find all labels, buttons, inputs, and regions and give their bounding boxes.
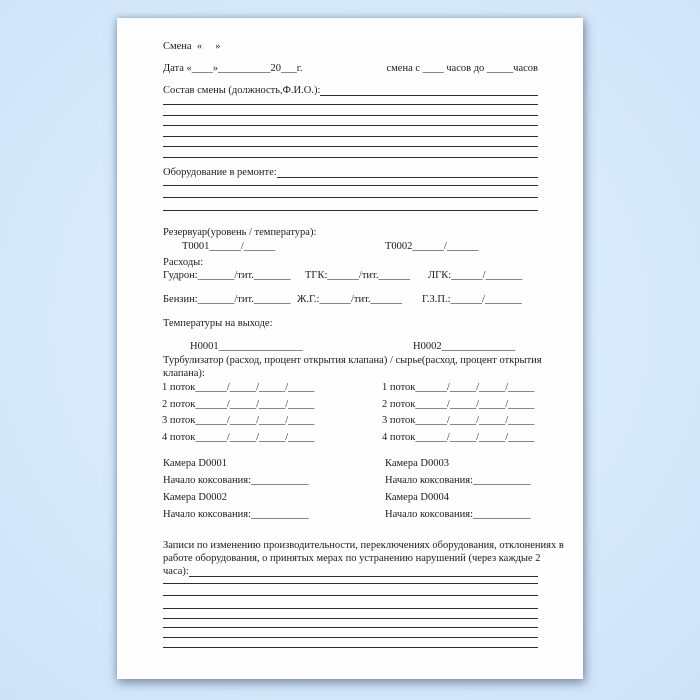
reservoir-heading: Резервуар(уровень / температура): xyxy=(163,227,317,238)
stream-4-right-field: 4 поток______/_____/_____/_____ xyxy=(382,431,535,443)
flow-tgk-field: ТГК:______/тит.______ xyxy=(305,270,410,281)
notes-underline xyxy=(189,566,538,577)
flow-gudron-field: Гудрон:_______/тит._______ xyxy=(163,270,291,281)
ruled-line xyxy=(163,136,538,137)
ruled-line xyxy=(163,637,538,638)
ruled-line xyxy=(163,210,538,211)
stream-3-left-field: 3 поток______/_____/_____/_____ xyxy=(162,415,315,426)
ruled-line xyxy=(163,125,538,126)
chamber-d0001-label: Камера D0001 xyxy=(163,458,227,469)
chamber-d0002-label: Камера D0002 xyxy=(163,492,227,503)
crew-underline xyxy=(320,85,538,96)
shift-log-form-page xyxy=(117,18,583,679)
repair-label: Оборудование в ремонте: xyxy=(163,167,277,178)
turbulizer-heading-line2: клапана): xyxy=(163,368,205,379)
ruled-line xyxy=(163,146,538,147)
chamber-d0003-label: Камера D0003 xyxy=(385,458,449,469)
stream-2-right-field: 2 поток______/_____/_____/_____ xyxy=(382,398,535,410)
notes-label-row xyxy=(163,566,538,578)
stream-1-left-field: 1 поток______/_____/_____/_____ xyxy=(162,382,315,393)
turbulizer-heading-line1: Турбулизатор (расход, процент открытия клапана) / сырье(расход, процент открытия xyxy=(163,355,542,366)
notes-paragraph-line1: Записи по изменению производительности, переключениях оборудования, отклонениях в xyxy=(163,540,564,551)
ruled-line xyxy=(163,647,538,648)
ruled-line xyxy=(163,595,538,596)
notes-hours-label: часа): xyxy=(163,566,189,577)
reservoir-t0002-field: Т0002______/______ xyxy=(385,241,479,252)
flow-benzin-field: Бензин:_______/тит._______ xyxy=(163,294,291,305)
ruled-line xyxy=(163,197,538,198)
flow-lgk-field: ЛГК:______/_______ xyxy=(428,270,523,281)
coking-start-d0004-field: Начало коксования:___________ xyxy=(385,509,531,520)
crew-label: Состав смены (должность,Ф.И.О.): xyxy=(163,85,321,96)
coking-start-d0003-field: Начало коксования:___________ xyxy=(385,475,531,486)
ruled-line xyxy=(163,185,538,186)
date-field-line: Дата «____»__________20___г. xyxy=(163,63,303,74)
repair-label-row xyxy=(163,167,538,179)
stream-1-right-field: 1 поток______/_____/_____/_____ xyxy=(382,382,535,393)
ruled-line xyxy=(163,115,538,116)
stream-3-right-field: 3 поток______/_____/_____/_____ xyxy=(382,415,535,426)
ruled-line xyxy=(163,104,538,105)
reservoir-t0001-field: Т0001______/______ xyxy=(182,241,276,252)
temps-heading: Температуры на выходе: xyxy=(163,318,273,329)
temp-h0002-field: Н0002______________ xyxy=(413,341,516,352)
ruled-line xyxy=(163,608,538,609)
flows-heading: Расходы: xyxy=(163,257,204,268)
stream-4-left-field: 4 поток______/_____/_____/_____ xyxy=(162,431,315,443)
temp-h0001-field: Н0001________________ xyxy=(190,341,303,352)
shift-title: Смена « » xyxy=(163,41,221,52)
notes-paragraph-line2: работе оборудования, о принятых мерах по устранению нарушений (через каждые 2 xyxy=(163,553,541,564)
crew-label-row xyxy=(163,85,538,97)
ruled-line xyxy=(163,157,538,158)
shift-hours-line: смена с ____ часов до _____часов xyxy=(386,63,538,74)
repair-underline xyxy=(277,167,538,178)
stream-2-left-field: 2 поток______/_____/_____/_____ xyxy=(162,398,315,410)
coking-start-d0002-field: Начало коксования:___________ xyxy=(163,509,309,520)
flow-gzp-field: Г.З.П.:______/_______ xyxy=(422,294,522,305)
ruled-line xyxy=(163,618,538,619)
chamber-d0004-label: Камера D0004 xyxy=(385,492,449,503)
coking-start-d0001-field: Начало коксования:___________ xyxy=(163,475,309,486)
flow-zhg-field: Ж.Г.:______/тит.______ xyxy=(297,294,403,305)
ruled-line xyxy=(163,583,538,584)
ruled-line xyxy=(163,627,538,628)
